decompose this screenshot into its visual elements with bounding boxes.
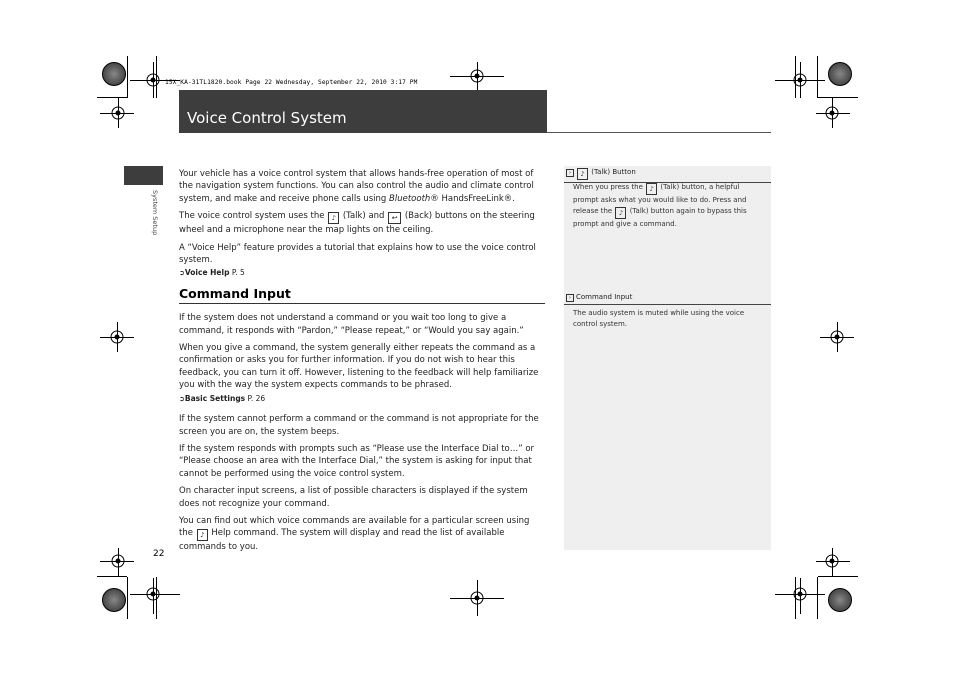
registration-mark-icon (104, 324, 130, 350)
color-dot-icon (102, 588, 126, 612)
body-paragraph: When you give a command, the system generally either repeats the command as a confirmation or asks you for further information. If you do not wish to hear this feedback, you can turn it off. However, listening to the feedback will help familiarize you with the way the system expects commands to be phrased. (179, 343, 539, 391)
intro-paragraph: A “Voice Help” feature provides a tutorial that explains how to use the voice control system. (179, 242, 536, 266)
body-paragraph: If the system responds with prompts such as “Please use the Interface Dial to…” or “Please choose an area with the Interface Dial,” the system is asking for input that cannot be performed using the voice control system. (179, 443, 535, 479)
note-body: When you press the ♪ (Talk) button, a helpful prompt asks what you would like to do. Press and release the ♪ (Talk) button again to bypass this prompt and give a command. (573, 183, 747, 229)
note-heading: ›♪ (Talk) Button (564, 166, 771, 183)
intro-paragraph: The voice control system uses the ♪ (Talk) and ↩ (Back) buttons on the steering wheel and a microphone near the map lights on the ceiling. (179, 211, 535, 236)
registration-mark-icon (819, 100, 845, 126)
registration-mark-icon (787, 67, 813, 93)
talk-button-icon: ♪ (197, 529, 208, 541)
note-marker-icon (566, 169, 574, 177)
section-heading: Command Input (179, 288, 545, 304)
registration-mark-icon (140, 581, 166, 607)
registration-mark-icon (105, 100, 131, 126)
notes-sidebar (564, 166, 771, 550)
talk-button-icon: ♪ (328, 212, 339, 224)
cross-reference[interactable]: ➲Voice Help P. 5 (179, 268, 245, 278)
note-marker-icon (566, 294, 574, 302)
arrow-icon: ➲ (179, 269, 185, 278)
body-paragraph: If the system cannot perform a command or the command is not appropriate for the screen you are on, the system beeps. (179, 414, 539, 437)
title-rule (547, 132, 771, 133)
registration-mark-icon (819, 548, 845, 574)
registration-mark-icon (464, 585, 490, 611)
color-dot-icon (828, 588, 852, 612)
talk-button-icon: ♪ (577, 168, 588, 180)
page-number: 22 (153, 549, 165, 559)
cross-reference[interactable]: ➲Basic Settings P. 26 (179, 393, 266, 403)
talk-button-icon: ♪ (615, 207, 626, 219)
body-paragraph: If the system does not understand a command or you wait too long to give a command, it responds with “Pardon,” “Please repeat,” or “Would you say again.” (179, 313, 524, 336)
registration-mark-icon (824, 324, 850, 350)
title-bar (179, 90, 547, 133)
registration-mark-icon (464, 63, 490, 89)
color-dot-icon (828, 62, 852, 86)
talk-button-icon: ♪ (646, 183, 657, 195)
book-metadata: 15X_KA-31TL1820.book Page 22 Wednesday, September 22, 2010 3:17 PM (165, 79, 418, 86)
intro-paragraph: Your vehicle has a voice control system that allows hands-free operation of most of the navigation system functions. You can also control the audio and climate control system, and make and receive phone calls using Bluetooth® HandsFreeLink®. (179, 169, 534, 204)
body-paragraph: On character input screens, a list of possible characters is displayed if the system does not recognize your command. (179, 486, 528, 509)
arrow-icon: ➲ (179, 394, 185, 403)
registration-mark-icon (105, 548, 131, 574)
registration-mark-icon (787, 581, 813, 607)
note-heading: ›Command Input (564, 291, 771, 305)
section-tab (124, 166, 163, 185)
body-paragraph: You can find out which voice commands are available for a particular screen using the ♪ Help command. The system will display and read the list of available commands to you. (179, 515, 530, 553)
color-dot-icon (102, 62, 126, 86)
note-body: The audio system is muted while using the voice control system. (573, 309, 745, 329)
section-label: System Setup (151, 190, 159, 236)
back-button-icon: ↩ (388, 212, 401, 224)
page-title: Voice Control System (187, 109, 347, 127)
registration-mark-icon (140, 67, 166, 93)
main-content (179, 168, 545, 559)
